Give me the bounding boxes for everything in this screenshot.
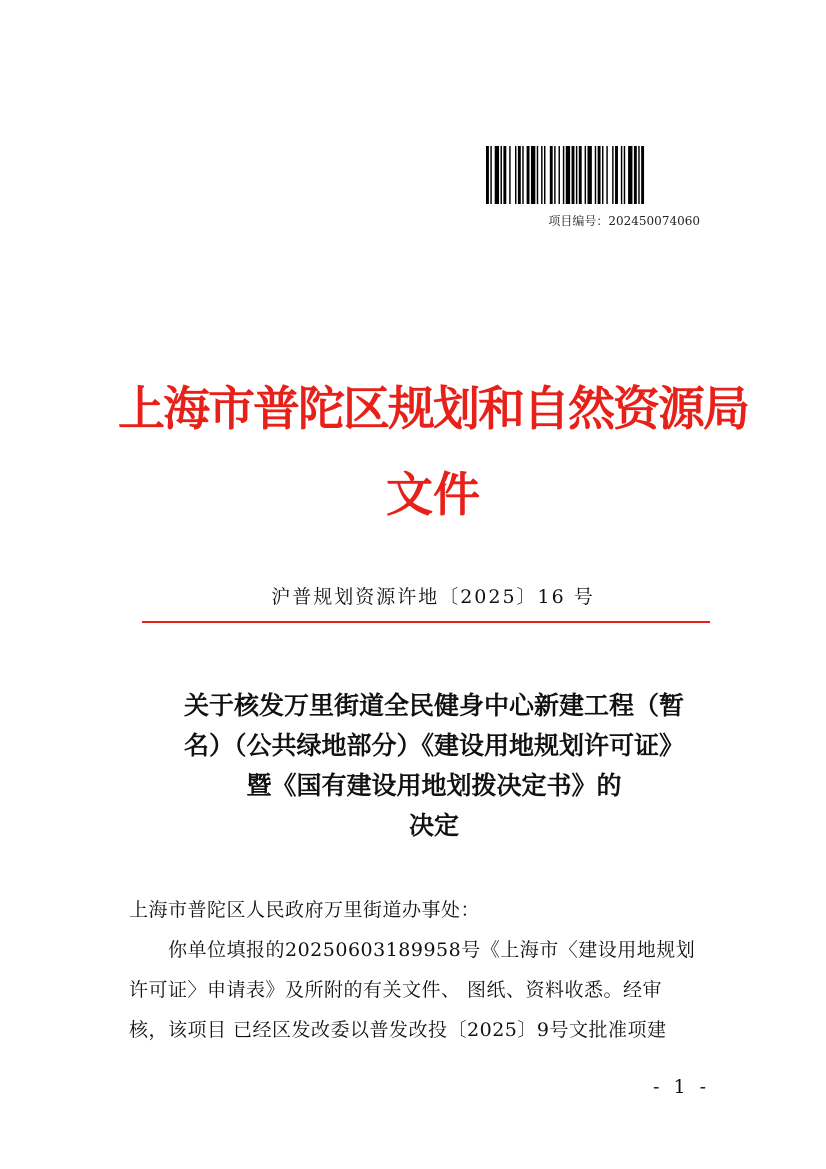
body-line-3: 核，该项目 已经区发改委以普发改投〔2025〕9号文批准项建 (129, 1019, 667, 1041)
subject-line-1: 关于核发万里街道全民健身中心新建工程（暂 (183, 691, 684, 720)
issuer-subtitle: 文件 (386, 468, 480, 523)
document-body (129, 890, 729, 1050)
document-subject (96, 686, 772, 846)
addressee: 上海市普陀区人民政府万里街道办事处： (129, 899, 481, 921)
page-number: - 1 - (652, 1076, 710, 1098)
project-number: 项目编号：202450074060 (548, 214, 700, 228)
body-line-2: 许可证〉申请表》及所附的有关文件、 图纸、资料收悉。经审 (129, 979, 663, 1001)
issuer-title: 上海市普陀区规划和自然资源局 (118, 382, 748, 437)
subject-line-3: 暨《国有建设用地划拨决定书》的 (246, 771, 622, 800)
body-line-1: 你单位填报的20250603189958号《上海市〈建设用地规划 (129, 939, 696, 961)
subject-line-2: 名）（公共绿地部分）《建设用地规划许可证》 (183, 731, 684, 760)
barcode (486, 146, 700, 204)
red-divider (142, 621, 710, 623)
document-number: 沪普规划资源许地〔2025〕16 号 (271, 586, 595, 608)
subject-line-4: 决定 (408, 811, 459, 840)
